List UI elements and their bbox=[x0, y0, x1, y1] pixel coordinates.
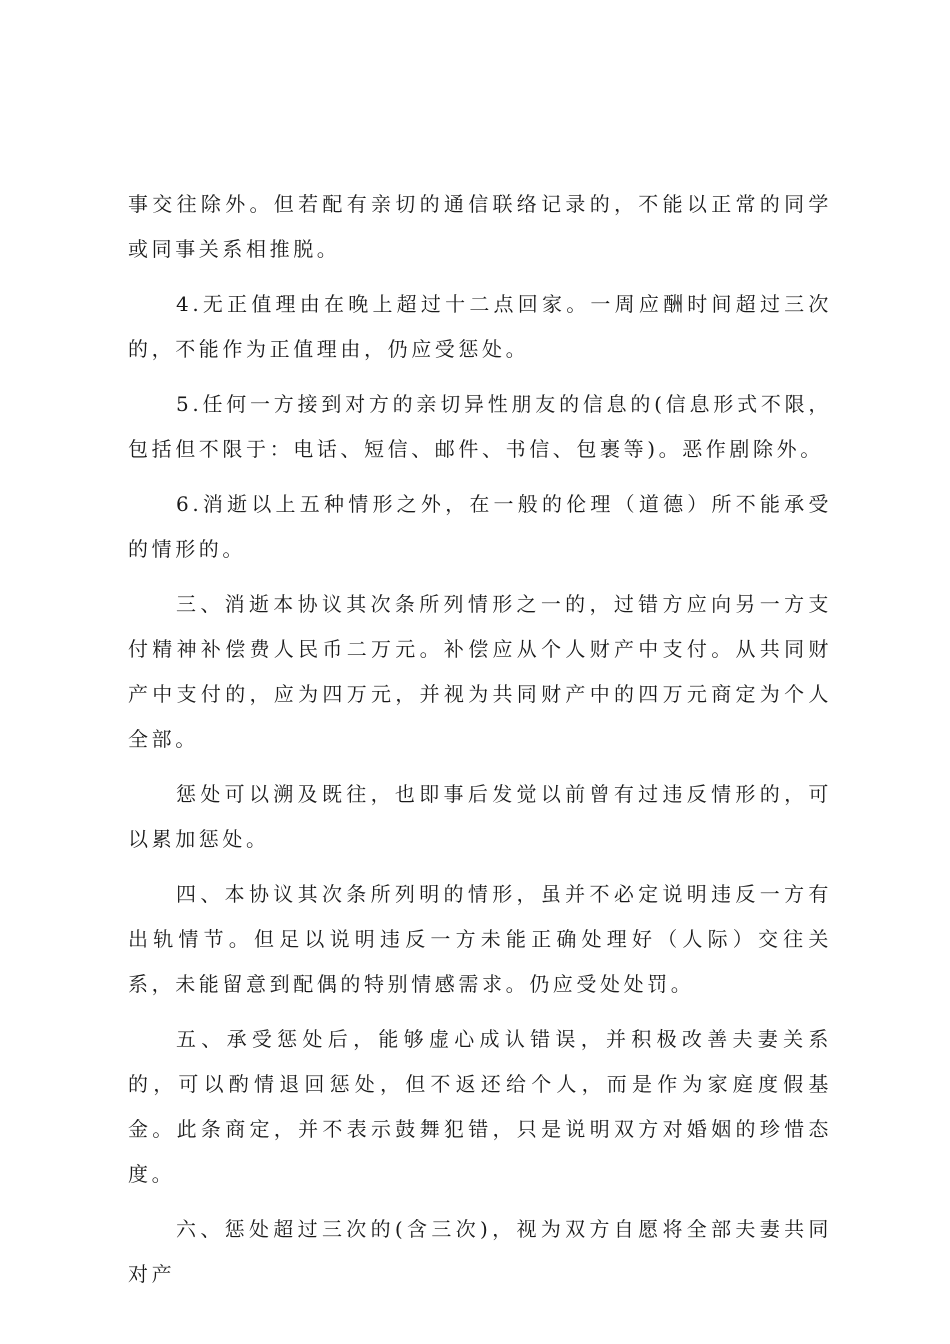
paragraph-section-4: 四、本协议其次条所列明的情形，虽并不必定说明违反一方有出轨情节。但足以说明违反一方未能正确处理好（人际）交往关系，未能留意到配偶的特别情感需求。仍应受处处罚。 bbox=[128, 882, 832, 996]
paragraph-item-4: 4.无正值理由在晚上超过十二点回家。一周应酬时间超过三次的，不能作为正值理由，仍应受惩处。 bbox=[128, 292, 832, 361]
document-body bbox=[128, 182, 832, 1307]
paragraph-item-6: 6.消逝以上五种情形之外，在一般的伦理（道德）所不能承受的情形的。 bbox=[128, 492, 832, 561]
paragraph-item-5: 5.任何一方接到对方的亲切异性朋友的信息的(信息形式不限，包括但不限于：电话、短信、邮件、书信、包裹等)。恶作剧除外。 bbox=[128, 392, 832, 461]
paragraph-section-3: 三、消逝本协议其次条所列情形之一的，过错方应向另一方支付精神补偿费人民币二万元。补偿应从个人财产中支付。从共同财产中支付的，应为四万元，并视为共同财产中的四万元商定为个人全部。 bbox=[128, 592, 832, 751]
paragraph-section-6: 六、惩处超过三次的(含三次)，视为双方自愿将全部夫妻共同对产 bbox=[128, 1217, 832, 1286]
paragraph-section-5: 五、承受惩处后，能够虚心成认错误，并积极改善夫妻关系的，可以酌情退回惩处，但不返还给个人，而是作为家庭度假基金。此条商定，并不表示鼓舞犯错，只是说明双方对婚姻的珍惜态度。 bbox=[128, 1027, 832, 1186]
paragraph-continuation: 事交往除外。但若配有亲切的通信联络记录的，不能以正常的同学或同事关系相推脱。 bbox=[128, 192, 832, 261]
paragraph-retroactive-penalty: 惩处可以溯及既往，也即事后发觉以前曾有过违反情形的，可以累加惩处。 bbox=[128, 782, 832, 851]
